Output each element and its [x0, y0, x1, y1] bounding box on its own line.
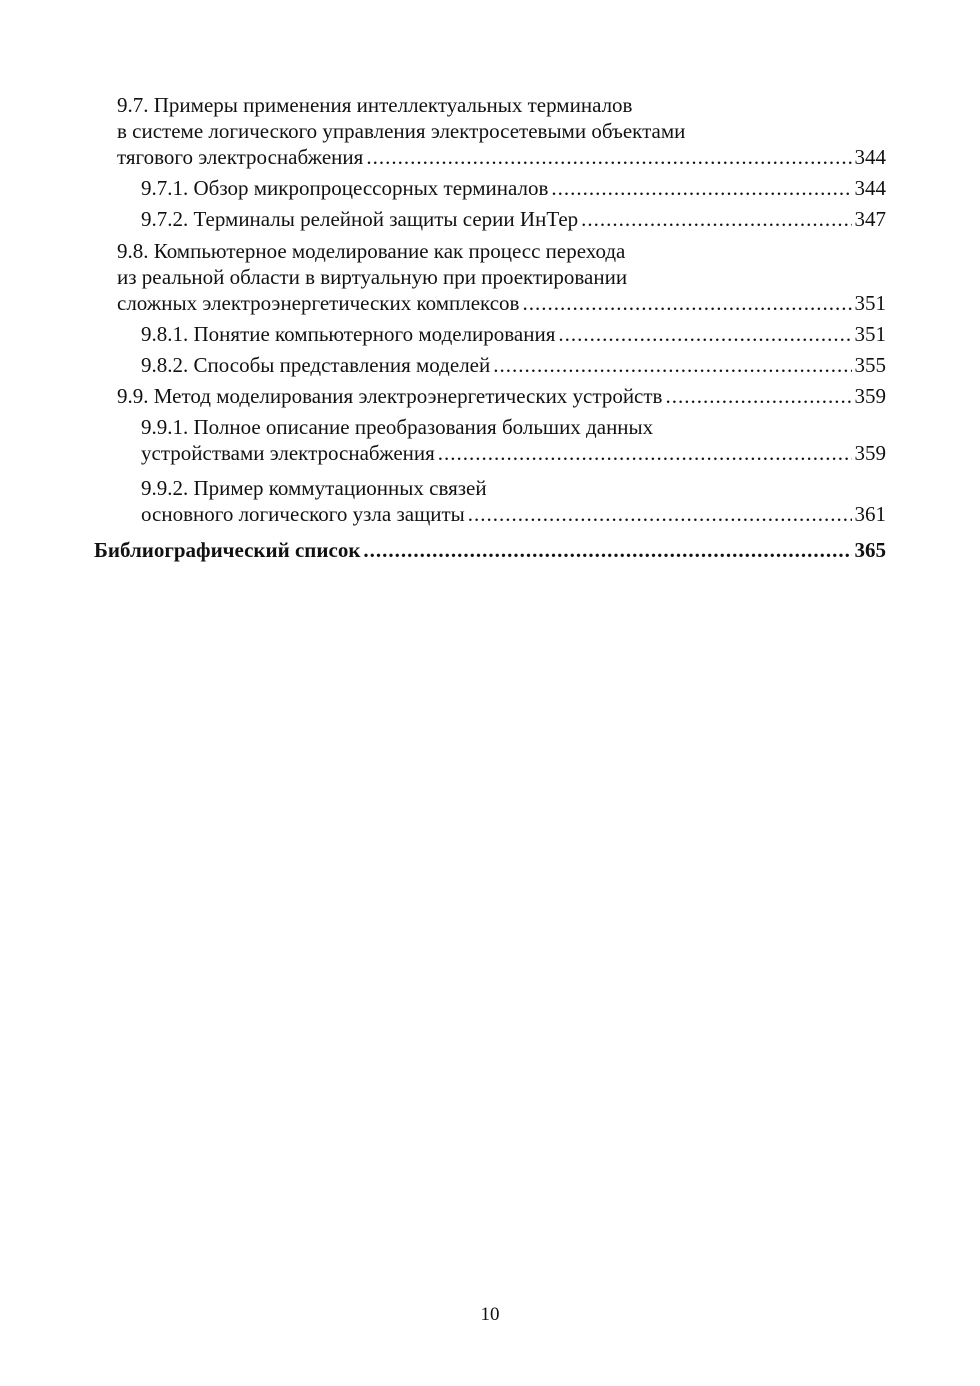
toc-page-number: 351: [854, 291, 886, 315]
toc-entry-title: основного логического узла защиты: [141, 502, 465, 526]
toc-entry-title: 9.8.2. Способы представления моделей: [141, 353, 491, 377]
toc-entry-9-7-2[interactable]: [141, 206, 886, 232]
toc-entry-9-7[interactable]: [117, 92, 886, 170]
dot-leader: [551, 175, 851, 201]
toc-entry-title: 9.8.1. Понятие компьютерного моделирования: [141, 322, 556, 346]
toc-entry-title: Библиографический список: [94, 538, 361, 562]
dot-leader: [468, 501, 852, 527]
toc-entry-title: из реальной области в виртуальную при проектировании: [117, 265, 628, 289]
toc-entry-title: 9.8. Компьютерное моделирование как процесс перехода: [117, 239, 626, 263]
toc-entry-title: 9.9.2. Пример коммутационных связей: [141, 476, 487, 500]
dot-leader: [493, 352, 851, 378]
toc-entry-title: 9.9. Метод моделирования электроэнергетических устройств: [117, 384, 663, 408]
toc-entry-title: сложных электроэнергетических комплексов: [117, 291, 520, 315]
toc-entry-9-9-1[interactable]: [141, 414, 886, 466]
table-of-contents: [0, 92, 980, 563]
dot-leader: [558, 321, 851, 347]
toc-page-number: 344: [854, 176, 886, 200]
dot-leader: [522, 290, 851, 316]
toc-entry-title: в системе логического управления электросетевыми объектами: [117, 119, 686, 143]
toc-page-number: 347: [854, 207, 886, 231]
toc-page-number: 344: [854, 145, 886, 169]
toc-page-number: 351: [854, 322, 886, 346]
toc-entry-9-8[interactable]: [117, 238, 886, 316]
toc-entry-9-8-2[interactable]: [141, 352, 886, 378]
toc-entry-title: 9.9.1. Полное описание преобразования больших данных: [141, 415, 654, 439]
toc-entry-title: устройствами электроснабжения: [141, 441, 435, 465]
dot-leader: [363, 537, 851, 563]
dot-leader: [438, 440, 852, 466]
dot-leader: [665, 383, 851, 409]
dot-leader: [581, 206, 851, 232]
toc-entry-title: 9.7.2. Терминалы релейной защиты серии ИнТер: [141, 207, 579, 231]
toc-page-number: 361: [854, 502, 886, 526]
toc-entry-title: 9.7. Примеры применения интеллектуальных терминалов: [117, 93, 633, 117]
toc-page-number: 359: [854, 384, 886, 408]
toc-entry-9-9-2[interactable]: [141, 475, 886, 527]
toc-entry-9-8-1[interactable]: [141, 321, 886, 347]
dot-leader: [366, 144, 851, 170]
toc-page-number: 359: [854, 441, 886, 465]
toc-page-number: 355: [854, 353, 886, 377]
toc-page-number: 365: [854, 538, 886, 562]
toc-entry-bibliography[interactable]: [94, 537, 886, 563]
toc-entry-title: тягового электроснабжения: [117, 145, 364, 169]
page-number: 10: [480, 1304, 500, 1325]
toc-entry-title: 9.7.1. Обзор микропроцессорных терминалов: [141, 176, 549, 200]
toc-entry-9-9[interactable]: [117, 383, 886, 409]
toc-entry-9-7-1[interactable]: [141, 175, 886, 201]
